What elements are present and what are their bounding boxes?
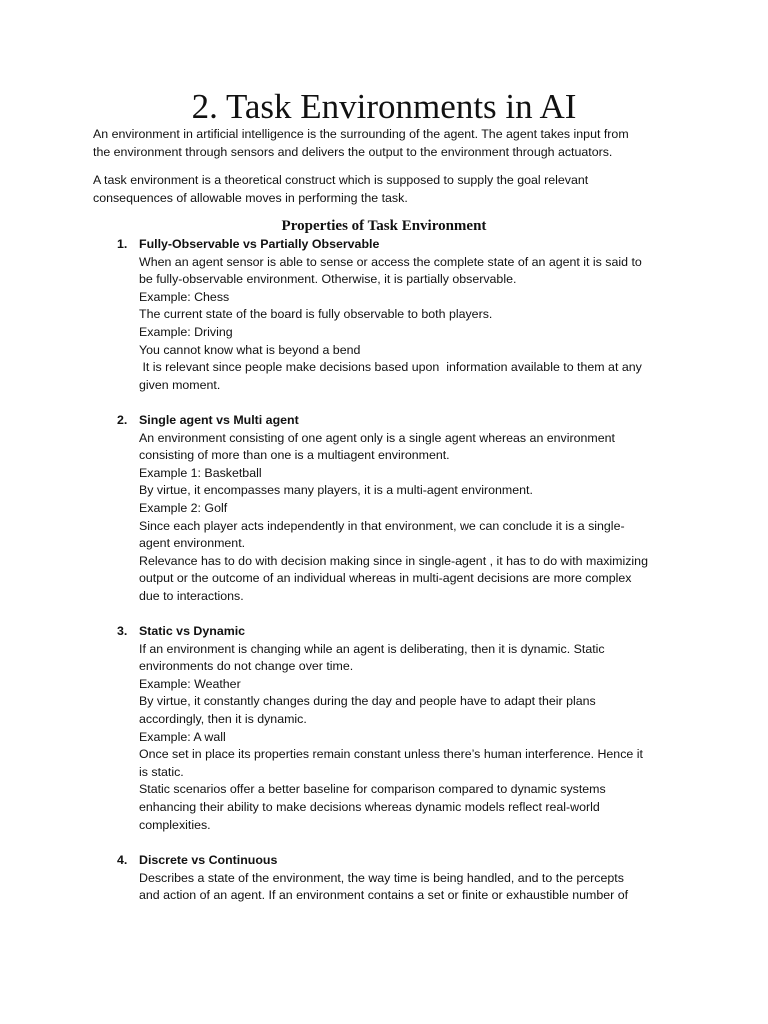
body-line: Example 1: Basketball	[139, 465, 262, 480]
body-line: Example: A wall	[139, 729, 226, 744]
list-item-body	[139, 641, 684, 835]
body-line: When an agent sensor is able to sense or access the complete state of an agent it is said to	[139, 254, 642, 269]
body-line: be fully-observable environment. Otherwise, it is partially observable.	[139, 272, 517, 287]
body-line: Static scenarios offer a better baseline for comparison compared to dynamic systems	[139, 782, 606, 797]
list-item-body	[139, 430, 684, 606]
list-item-title: Fully-Observable vs Partially Observable	[139, 237, 380, 251]
body-line: Example: Chess	[139, 289, 230, 304]
body-line: Example: Driving	[139, 324, 233, 339]
body-line: and action of an agent. If an environment contains a set or finite or exhaustible number of	[139, 888, 629, 903]
paragraph-line: the environment through sensors and delivers the output to the environment through actuators.	[93, 144, 613, 159]
list-item-number: 1.	[117, 237, 128, 251]
body-line: The current state of the board is fully observable to both players.	[139, 307, 493, 322]
body-line: An environment consisting of one agent only is a single agent whereas an environment	[139, 430, 615, 445]
body-line: You cannot know what is beyond a bend	[139, 342, 361, 357]
list-item-body	[139, 870, 684, 905]
body-line: Example 2: Golf	[139, 500, 228, 515]
body-line: Since each player acts independently in that environment, we can conclude it is a single-	[139, 518, 625, 533]
body-line: agent environment.	[139, 536, 246, 551]
list-item-number: 4.	[117, 853, 128, 867]
body-line: It is relevant since people make decisions based upon information available to them at any	[139, 360, 642, 375]
body-line: Example: Weather	[139, 676, 241, 691]
body-line: By virtue, it constantly changes during the day and people have to adapt their plans	[139, 694, 596, 709]
list-item-title: Discrete vs Continuous	[139, 853, 278, 867]
intro-paragraph-1	[93, 126, 683, 161]
body-line: given moment.	[139, 377, 221, 392]
body-line: By virtue, it encompasses many players, it is a multi-agent environment.	[139, 483, 533, 498]
body-line: output or the outcome of an individual whereas in multi-agent decisions are more complex	[139, 571, 632, 586]
list-item-number: 2.	[117, 413, 128, 427]
body-line: due to interactions.	[139, 588, 244, 603]
list-item-number: 3.	[117, 624, 128, 638]
body-line: consisting of more than one is a multiagent environment.	[139, 448, 450, 463]
body-line: accordingly, then it is dynamic.	[139, 711, 307, 726]
paragraph-line: A task environment is a theoretical construct which is supposed to supply the goal relevant	[93, 173, 589, 187]
body-line: Relevance has to do with decision making since in single-agent , it has to do with maximizing	[139, 553, 648, 568]
body-line: If an environment is changing while an agent is deliberating, then it is dynamic. Static	[139, 641, 605, 656]
list-item-title: Single agent vs Multi agent	[139, 413, 299, 427]
paragraph-line: consequences of allowable moves in performing the task.	[93, 190, 408, 205]
list-item-title: Static vs Dynamic	[139, 624, 246, 638]
paragraph-line: An environment in artificial intelligence is the surrounding of the agent. The agent takes input from	[93, 127, 629, 141]
body-line: complexities.	[139, 817, 211, 832]
intro-paragraph-2	[93, 172, 683, 207]
body-line: is static.	[139, 764, 184, 779]
section-heading: Properties of Task Environment	[281, 218, 487, 234]
body-line: enhancing their ability to make decisions whereas dynamic models reflect real-world	[139, 799, 600, 814]
body-line: environments do not change over time.	[139, 659, 354, 674]
list-item-body	[139, 254, 684, 395]
body-line: Describes a state of the environment, the way time is being handled, and to the percepts	[139, 870, 624, 885]
body-line: Once set in place its properties remain constant unless there’s human interference. Hence it	[139, 747, 643, 762]
page-title: 2. Task Environments in AI	[191, 87, 577, 126]
